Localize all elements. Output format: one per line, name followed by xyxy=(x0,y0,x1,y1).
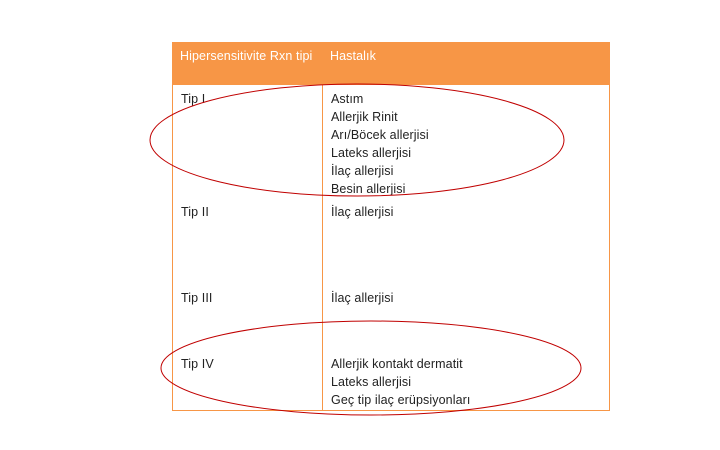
row-tip-i-type: Tip I xyxy=(181,92,206,106)
disease-item: Besin allerjisi xyxy=(331,182,406,196)
disease-item: İlaç allerjisi xyxy=(331,205,394,219)
row-tip-iii-type: Tip III xyxy=(181,291,213,305)
disease-item: Geç tip ilaç erüpsiyonları xyxy=(331,393,471,407)
disease-item: İlaç allerjisi xyxy=(331,291,394,305)
row-tip-iv-type: Tip IV xyxy=(181,357,214,371)
disease-item: İlaç allerjisi xyxy=(331,164,394,178)
disease-item: Lateks allerjisi xyxy=(331,146,412,160)
disease-item: Astım xyxy=(331,92,364,106)
header-disease: Hastalık xyxy=(330,49,376,63)
disease-item: Allerjik kontakt dermatit xyxy=(331,357,463,371)
header-type: Hipersensitivite Rxn tipi xyxy=(180,49,313,63)
disease-item: Arı/Böcek allerjisi xyxy=(331,128,429,142)
highlight-ellipse-tip-i xyxy=(150,84,564,196)
disease-item: Allerjik Rinit xyxy=(331,110,398,124)
row-tip-ii-type: Tip II xyxy=(181,205,209,219)
highlight-ellipse-tip-iv xyxy=(161,321,581,415)
disease-item: Lateks allerjisi xyxy=(331,375,412,389)
